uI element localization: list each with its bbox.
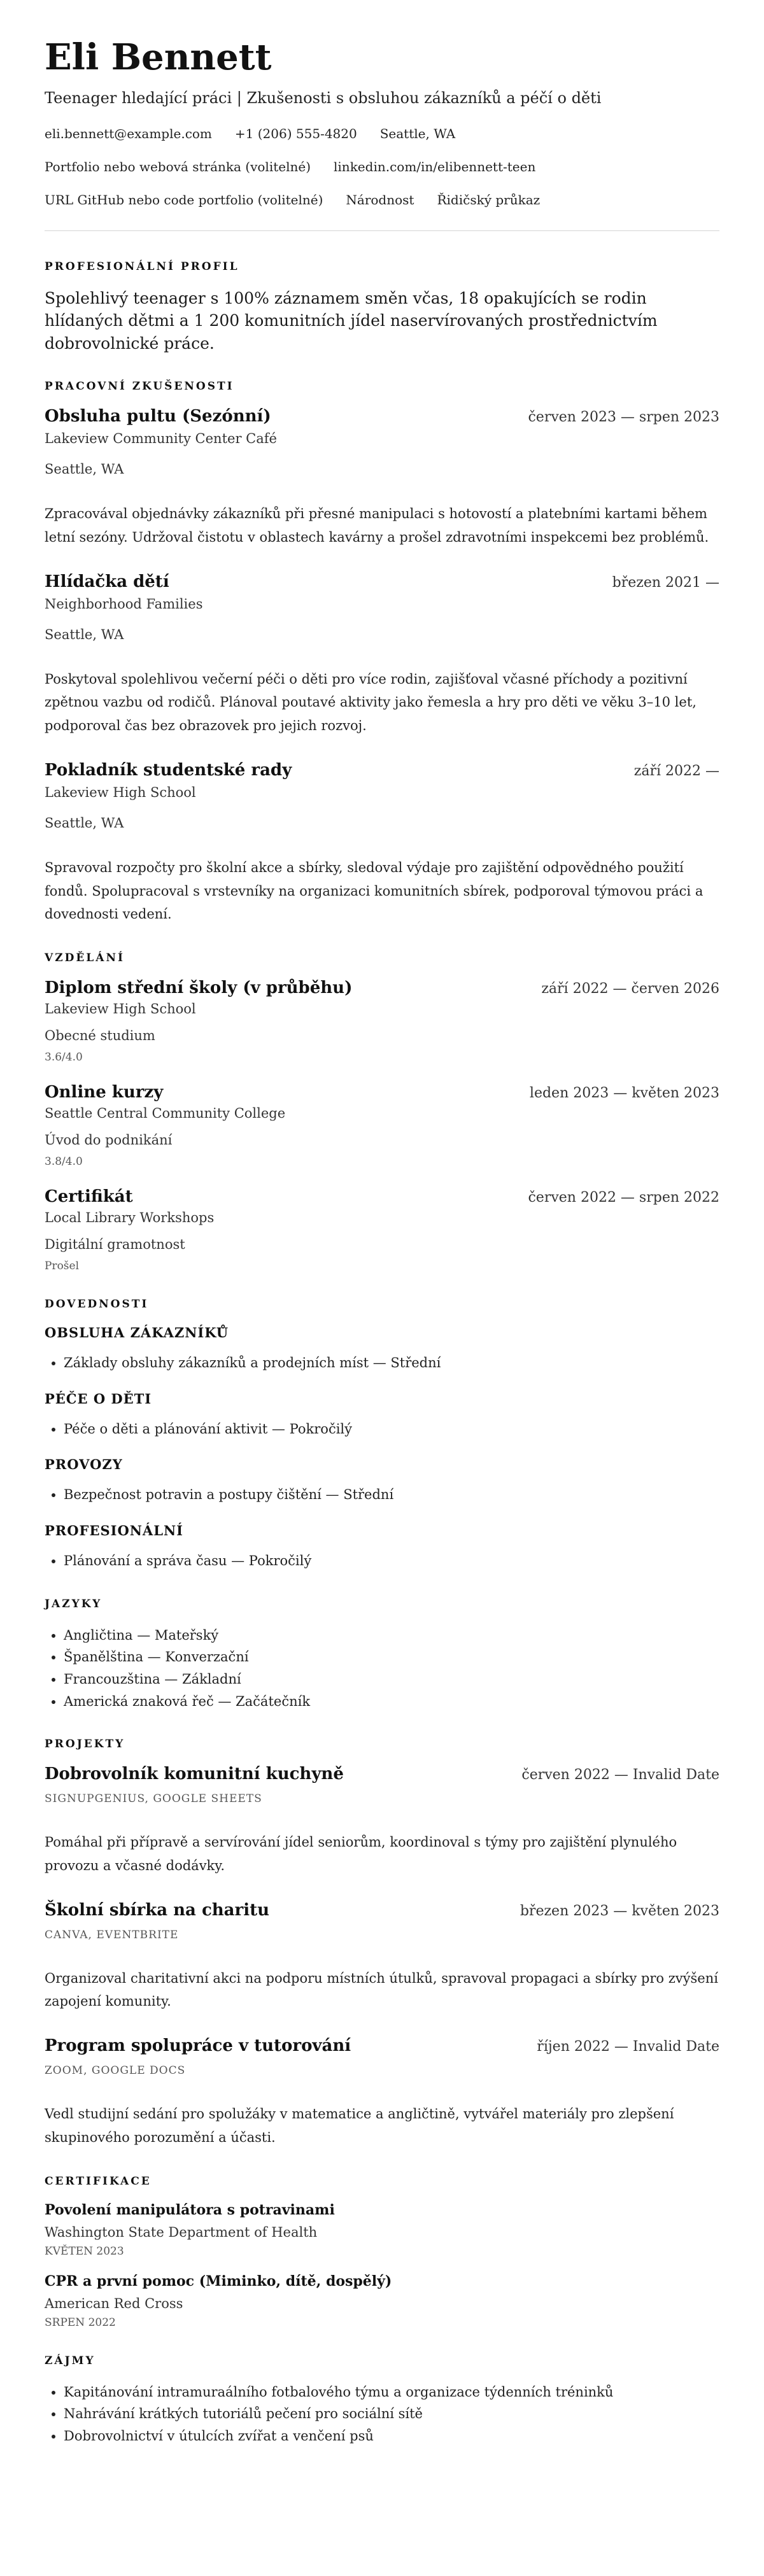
project-name: Dobrovolník komunitní kuchyně: [45, 1764, 344, 1784]
education-date: září 2022 — červen 2026: [541, 981, 719, 997]
project-date: březen 2023 — květen 2023: [520, 1903, 719, 1919]
languages-section: [45, 1598, 719, 1713]
study-field: Úvod do podnikání: [45, 1132, 173, 1148]
school-name: Local Library Workshops: [45, 1210, 215, 1226]
degree-title: Certifikát: [45, 1187, 133, 1207]
contact-row-1: [45, 126, 719, 141]
certification-entry: [45, 2273, 719, 2329]
job-org: Neighborhood Families: [45, 596, 203, 612]
skill-group: [45, 1456, 719, 1506]
section-title: DOVEDNOSTI: [45, 1298, 149, 1311]
certification-entry: [45, 2202, 719, 2258]
experience-entry: [45, 572, 719, 738]
skill-category: PÉČE O DĚTI: [45, 1390, 152, 1407]
contact-nationality: Národnost: [346, 192, 414, 208]
skill-group: [45, 1523, 719, 1572]
profile-text: Spolehlivý teenager s 100% záznamem směn včas, 18 opakujících se rodin hlídaných dětmi a 1 200 komunitních jídel naservírovaných prostřednictvím dobrovolnické práce.: [45, 288, 658, 353]
project-tools: ZOOM, GOOGLE DOCS: [45, 2064, 186, 2078]
section-title: PRACOVNÍ ZKUŠENOSTI: [45, 380, 234, 393]
section-title: JAZYKY: [45, 1597, 103, 1610]
project-description: Organizoval charitativní akci na podporu místních útulků, spravoval propagaci a sbírky pro zvýšení zapojení komunity.: [45, 1970, 718, 2009]
contact-row-2: [45, 159, 719, 174]
job-title: Hlídačka dětí: [45, 572, 169, 591]
skill-item: • Péče o děti a plánování aktivit — Pokročilý: [64, 1418, 719, 1440]
project-description: Pomáhal při přípravě a servírování jídel seniorům, koordinoval s týmy pro zajištění plynulého provozu a včasné dodávky.: [45, 1834, 677, 1873]
degree-title: Diplom střední školy (v průběhu): [45, 978, 353, 998]
education-section: [45, 952, 719, 1272]
job-title: Obsluha pultu (Sezónní): [45, 407, 271, 426]
contact-row-3: [45, 192, 719, 208]
skill-item: • Bezpečnost potravin a postupy čištění — Střední: [64, 1484, 719, 1506]
section-title: PROJEKTY: [45, 1738, 125, 1751]
skill-item: • Plánování a správa času — Pokročilý: [64, 1550, 719, 1572]
experience-entry: [45, 407, 719, 549]
project-name: Školní sbírka na charitu: [45, 1900, 270, 1920]
skill-group: [45, 1391, 719, 1440]
project-name: Program spolupráce v tutorování: [45, 2036, 351, 2056]
project-date: červen 2022 — Invalid Date: [521, 1767, 719, 1784]
education-date: leden 2023 — květen 2023: [529, 1085, 719, 1102]
job-title: Pokladník studentské rady: [45, 760, 292, 780]
job-date: březen 2021 —: [612, 574, 719, 591]
projects-section: [45, 1738, 719, 2150]
profile-section: [45, 260, 719, 355]
candidate-tagline: Teenager hledající práci | Zkušenosti s obsluhou zákazníků a péčí o děti: [45, 88, 602, 107]
language-item: • Španělština — Konverzační: [64, 1646, 719, 1668]
project-tools: CANVA, EVENTBRITE: [45, 1928, 179, 1941]
contact-github[interactable]: URL GitHub nebo code portfolio (volitelné): [45, 192, 323, 208]
job-description: Poskytoval spolehlivou večerní péči o děti pro více rodin, zajišťoval včasné příchody a pozitivní zpětnou vazbu od rodičů. Plánoval poutavé aktivity jako řemesla a hry pro děti ve věku 3–10 let, podporoval čas bez obrazovek pro jejich rozvoj.: [45, 671, 697, 734]
project-entry: [45, 2036, 719, 2150]
interest-item: • Nahrávání krátkých tutoriálů pečení pro sociální sítě: [64, 2403, 719, 2425]
contact-driving-license: Řidičský průkaz: [437, 192, 541, 208]
section-title: VZDĚLÁNÍ: [45, 952, 125, 965]
section-title: ZÁJMY: [45, 2354, 96, 2367]
job-date: červen 2023 — srpen 2023: [528, 409, 719, 426]
degree-title: Online kurzy: [45, 1083, 164, 1102]
project-description: Vedl studijní sedání pro spolužáky v matematice a angličtině, vytvářel materiály pro zlepšení skupinového porozumění a účasti.: [45, 2106, 674, 2145]
skill-category: PROFESIONÁLNÍ: [45, 1523, 184, 1539]
header-divider: [45, 230, 719, 231]
education-entry: [45, 1187, 719, 1272]
project-entry: [45, 1901, 719, 2014]
job-date: září 2022 —: [633, 763, 719, 779]
language-item: • Angličtina — Mateřský: [64, 1624, 719, 1647]
certification-name: Povolení manipulátora s potravinami: [45, 2201, 335, 2218]
contact-portfolio[interactable]: Portfolio nebo webová stránka (volitelné): [45, 158, 311, 174]
skill-group: [45, 1325, 719, 1374]
certification-issuer: American Red Cross: [45, 2295, 183, 2311]
certification-date: SRPEN 2022: [45, 2316, 116, 2329]
experience-entry: [45, 761, 719, 926]
education-grade: 3.8/4.0: [45, 1155, 83, 1169]
project-entry: [45, 1764, 719, 1878]
certifications-section: [45, 2175, 719, 2329]
project-tools: SIGNUPGENIUS, GOOGLE SHEETS: [45, 1792, 262, 1806]
skill-category: OBSLUHA ZÁKAZNÍKŮ: [45, 1325, 229, 1341]
certification-date: KVĚTEN 2023: [45, 2244, 124, 2258]
language-item: • Francouzština — Základní: [64, 1668, 719, 1691]
contact-phone[interactable]: +1 (206) 555-4820: [234, 125, 357, 141]
job-description: Zpracovával objednávky zákazníků při přesné manipulaci s hotovostí a platebními kartami během letní sezóny. Udržoval čistotu v oblastech kavárny a prošel zdravotními inspekcemi bez problémů.: [45, 506, 709, 545]
contact-location: Seattle, WA: [379, 125, 456, 141]
job-org: Lakeview Community Center Café: [45, 431, 277, 447]
job-org: Lakeview High School: [45, 784, 196, 800]
school-name: Lakeview High School: [45, 1001, 196, 1017]
education-grade: 3.6/4.0: [45, 1051, 83, 1064]
study-field: Obecné studium: [45, 1028, 155, 1044]
job-description: Spravoval rozpočty pro školní akce a sbírky, sledoval výdaje pro zajištění odpovědného použití fondů. Spolupracoval s vrstevníky na organizaci komunitních sbírek, podporoval týmovou práci a dovednosti vedení.: [45, 859, 704, 922]
section-title: PROFESIONÁLNÍ PROFIL: [45, 260, 239, 273]
job-location: Seattle, WA: [45, 626, 124, 642]
interests-section: [45, 2354, 719, 2447]
experience-section: [45, 380, 719, 926]
interest-item: • Kapitánování intramuraálního fotbalového týmu a organizace týdenních tréninků: [64, 2381, 719, 2404]
school-name: Seattle Central Community College: [45, 1106, 286, 1122]
skills-section: [45, 1298, 719, 1572]
candidate-name: Eli Bennett: [45, 36, 272, 78]
job-location: Seattle, WA: [45, 461, 124, 477]
education-grade: Prošel: [45, 1260, 80, 1273]
contact-linkedin[interactable]: linkedin.com/in/elibennett-teen: [334, 158, 536, 174]
certification-name: CPR a první pomoc (Miminko, dítě, dospělý): [45, 2272, 392, 2290]
education-date: červen 2022 — srpen 2022: [528, 1190, 719, 1206]
job-location: Seattle, WA: [45, 815, 124, 831]
skill-item: • Základy obsluhy zákazníků a prodejních míst — Střední: [64, 1352, 719, 1374]
certification-issuer: Washington State Department of Health: [45, 2224, 318, 2240]
contact-email[interactable]: eli.bennett@example.com: [45, 125, 212, 141]
education-entry: [45, 1083, 719, 1168]
section-title: CERTIFIKACE: [45, 2174, 152, 2188]
resume-header: [45, 38, 719, 208]
interest-item: • Dobrovolnictví v útulcích zvířat a venčení psů: [64, 2425, 719, 2447]
study-field: Digitální gramotnost: [45, 1237, 185, 1253]
project-date: říjen 2022 — Invalid Date: [537, 2039, 719, 2055]
skill-category: PROVOZY: [45, 1456, 123, 1473]
education-entry: [45, 978, 719, 1064]
language-item: • Americká znaková řeč — Začátečník: [64, 1691, 719, 1713]
